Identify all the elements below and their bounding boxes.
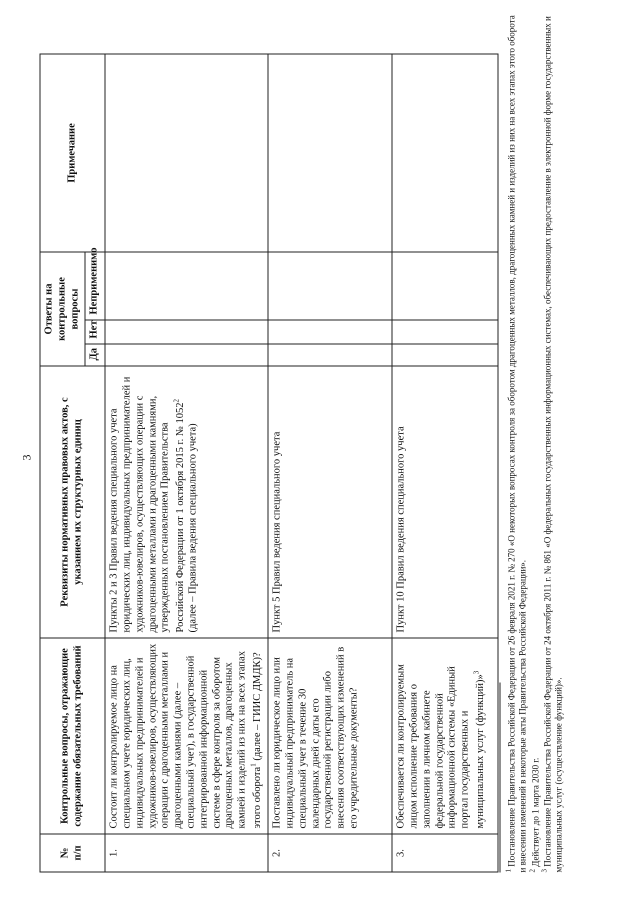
table-row bbox=[105, 54, 268, 872]
answer-no-cell[interactable] bbox=[105, 320, 268, 344]
note-cell[interactable] bbox=[392, 54, 498, 252]
answer-yes-cell[interactable] bbox=[105, 344, 268, 366]
rotated-content bbox=[8, 0, 633, 913]
answer-yes-cell[interactable] bbox=[268, 344, 392, 366]
row-question: Обеспечивается ли контролируемым лицом исполнение требования о заполнении в личном кабинете федеральной государственной информационной системы «Единый портал государственных и муниципальных услуг (функций)»$^3$ bbox=[392, 638, 498, 834]
header-no: Нет bbox=[85, 320, 105, 344]
row-requisites: Пункт 5 Правил ведения специального учета bbox=[268, 366, 392, 638]
header-yes: Да bbox=[85, 344, 105, 366]
footnote-ref: 3 bbox=[472, 670, 481, 675]
row-num: 2. bbox=[268, 834, 392, 872]
header-question: Контрольные вопросы, отражающие содержание обязательных требований bbox=[40, 638, 105, 834]
answer-na-cell[interactable] bbox=[392, 252, 498, 320]
footnote-divider bbox=[500, 683, 501, 873]
answer-no-cell[interactable] bbox=[392, 320, 498, 344]
row-question: Состоит ли контролируемое лицо на специальном учете юридических лиц, индивидуальных предпринимателей и художников-ювелиров, осуществляющих операции с драгоценными металлами и драгоценными камнями (далее – специальный учет), в государственной интегрированной информационной системе в сфере контроля за оборотом драгоценных металлов, драгоценных камней и изделий из них на всех этапах этого оборота$^1$ (далее – ГИИС ДМДК)? bbox=[105, 638, 268, 834]
header-num: № п/п bbox=[40, 834, 105, 872]
row-num: 1. bbox=[105, 834, 268, 872]
row-question: Поставлено ли юридическое лицо или индивидуальный предприниматель на специальный учет в течение 30 календарных дней с даты его государственной регистрации либо внесения соответствующих изменений в его учредительные документы? bbox=[268, 638, 392, 834]
row-num: 3. bbox=[392, 834, 498, 872]
row-requisites: Пункты 2 и 3 Правил ведения специального учета юридических лиц, индивидуальных предпринимателей и художников-ювелиров, осуществляющих операции с драгоценными металлами и драгоценными камнями, утвержденных постановлением Правительства Российской Федерации от 1 октября 2015 г. № 1052$^2$ (далее – Правила ведения специального учета) bbox=[105, 366, 268, 638]
header-requisites: Реквизиты нормативных правовых актов, с указанием их структурных единиц bbox=[40, 366, 105, 638]
header-answers: Ответы на контрольные вопросы bbox=[40, 252, 85, 366]
header-na: Неприменимо bbox=[85, 252, 105, 320]
note-cell[interactable] bbox=[105, 54, 268, 252]
answer-no-cell[interactable] bbox=[268, 320, 392, 344]
checklist-table bbox=[40, 54, 499, 873]
answer-yes-cell[interactable] bbox=[392, 344, 498, 366]
table-row bbox=[268, 54, 392, 872]
answer-na-cell[interactable] bbox=[268, 252, 392, 320]
page-number: 3 bbox=[19, 454, 34, 461]
answer-na-cell[interactable] bbox=[105, 252, 268, 320]
footnote-1: $^1$ Постановление Правительства Российской Федерации от 26 февраля 2021 г. № 270 «О некоторых вопросах контроля за оборотом драгоценных металлов, драгоценных камней и изделий из них на всех этапах этого оборота и внесении изменений в некоторые акты Правительства Российской Федерации». bbox=[504, 15, 528, 873]
table-row bbox=[392, 54, 498, 872]
footnote-ref: 1 bbox=[249, 763, 258, 767]
note-cell[interactable] bbox=[268, 54, 392, 252]
footnote-ref: 2 bbox=[172, 399, 181, 403]
footnote-2: $^2$ Действует до 1 марта 2030 г. bbox=[528, 757, 541, 873]
table-header-row bbox=[40, 54, 85, 872]
row-requisites: Пункт 10 Правил ведения специального учета bbox=[392, 366, 498, 638]
footnote-3: $^3$ Постановление Правительства Российской Федерации от 24 октября 2011 г. № 861 «О федеральных государственных информационных системах, обеспечивающих предоставление в электронной форме государственных и муниципальных услуг (осуществление функций)». bbox=[540, 16, 564, 873]
header-note: Примечание bbox=[40, 54, 105, 252]
